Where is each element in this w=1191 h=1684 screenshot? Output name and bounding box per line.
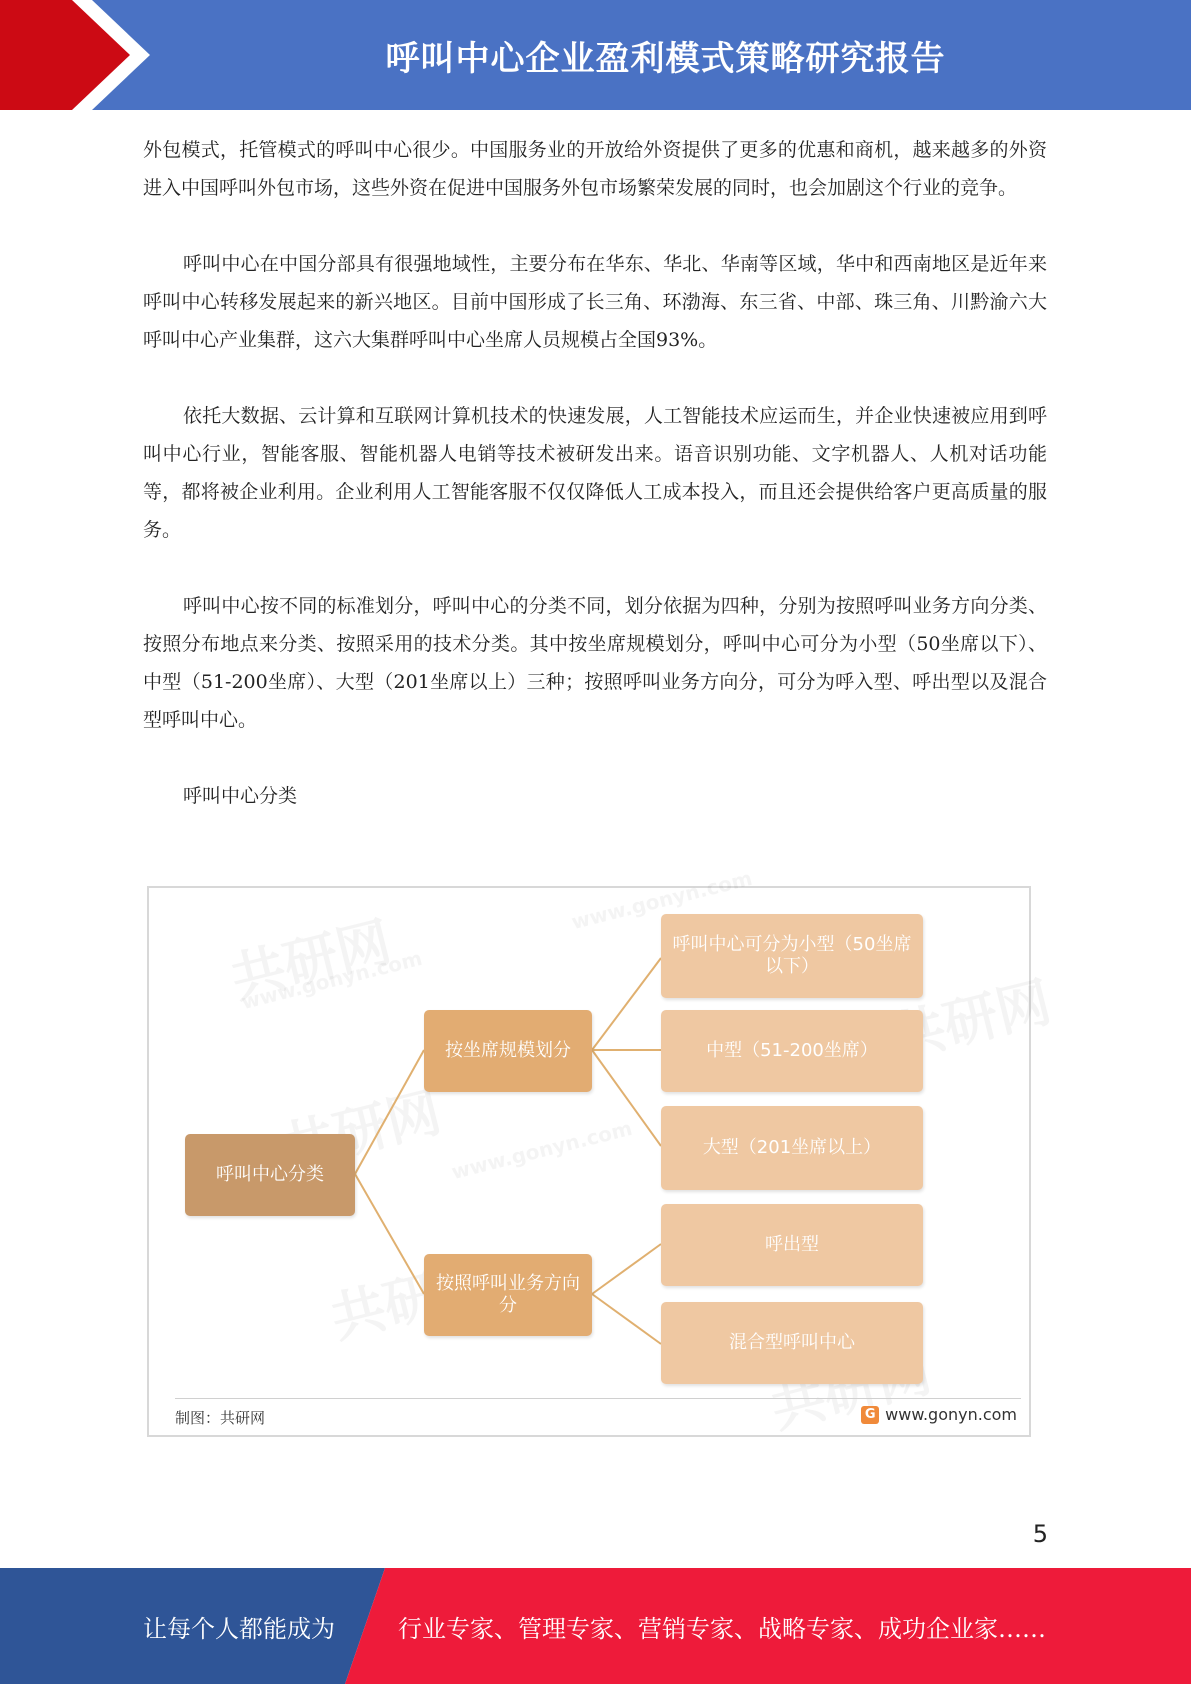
diagram-leaf-node: 中型（51-200坐席） xyxy=(661,1010,923,1092)
gonyn-logo-icon: G xyxy=(861,1406,879,1424)
diagram-leaf-node: 呼叫中心可分为小型（50坐席以下） xyxy=(661,914,923,998)
article-body xyxy=(143,131,1047,815)
diagram-leaf-node: 混合型呼叫中心 xyxy=(661,1302,923,1384)
connector-branch-1-leaf-1 xyxy=(592,958,661,1050)
connector-root-branch-2 xyxy=(355,1174,424,1294)
page-number: 5 xyxy=(1032,1520,1048,1548)
diagram-branch-node: 按坐席规模划分 xyxy=(424,1010,592,1092)
classification-diagram xyxy=(147,886,1031,1437)
diagram-site-url: www.gonyn.com xyxy=(885,1405,1017,1424)
footer-slogan-right: 行业专家、管理专家、营销专家、战略专家、成功企业家…… xyxy=(398,1614,1046,1643)
diagram-credit: 制图：共研网 xyxy=(175,1409,266,1427)
paragraph-2: 呼叫中心在中国分部具有很强地域性，主要分布在华东、华北、华南等区域，华中和西南地区是近年来呼叫中心转移发展起来的新兴地区。目前中国形成了长三角、环渤海、东三省、中部、珠三角、川黔渝六大呼叫中心产业集群，这六大集群呼叫中心坐席人员规模占全国93%。 xyxy=(143,253,1047,351)
diagram-divider xyxy=(175,1398,1021,1399)
diagram-leaf-node: 大型（201坐席以上） xyxy=(661,1106,923,1190)
footer-slogan-left: 让每个人都能成为 xyxy=(143,1614,335,1643)
page-header xyxy=(0,0,1191,110)
paragraph-3: 依托大数据、云计算和互联网计算机技术的快速发展，人工智能技术应运而生，并企业快速被应用到呼叫中心行业，智能客服、智能机器人电销等技术被研发出来。语音识别功能、文字机器人、人机对话功能等，都将被企业利用。企业利用人工智能客服不仅仅降低人工成本投入，而且还会提供给客户更高质量的服务。 xyxy=(143,405,1047,541)
connector-branch-2-leaf-2 xyxy=(592,1294,661,1344)
diagram-site-credit xyxy=(861,1405,1017,1424)
figure-caption: 呼叫中心分类 xyxy=(183,785,298,807)
connector-root-branch-1 xyxy=(355,1050,424,1174)
page-footer xyxy=(0,1568,1191,1684)
diagram-leaf-node: 呼出型 xyxy=(661,1204,923,1286)
report-title: 呼叫中心企业盈利模式策略研究报告 xyxy=(385,38,946,79)
paragraph-1: 外包模式，托管模式的呼叫中心很少。中国服务业的开放给外资提供了更多的优惠和商机，越来越多的外资进入中国呼叫外包市场，这些外资在促进中国服务外包市场繁荣发展的同时，也会加剧这个行业的竞争。 xyxy=(143,139,1047,199)
connector-branch-2-leaf-1 xyxy=(592,1244,661,1294)
diagram-root-node: 呼叫中心分类 xyxy=(185,1134,355,1216)
diagram-branch-node: 按照呼叫业务方向分 xyxy=(424,1254,592,1336)
header-chevron-icon xyxy=(0,0,160,110)
paragraph-4: 呼叫中心按不同的标准划分，呼叫中心的分类不同，划分依据为四种，分别为按照呼叫业务方向分类、按照分布地点来分类、按照采用的技术分类。其中按坐席规模划分，呼叫中心可分为小型（50坐席以下）、中型（51-200坐席）、大型（201坐席以上）三种；按照呼叫业务方向分，可分为呼入型、呼出型以及混合型呼叫中心。 xyxy=(143,595,1047,731)
connector-branch-1-leaf-3 xyxy=(592,1050,661,1146)
